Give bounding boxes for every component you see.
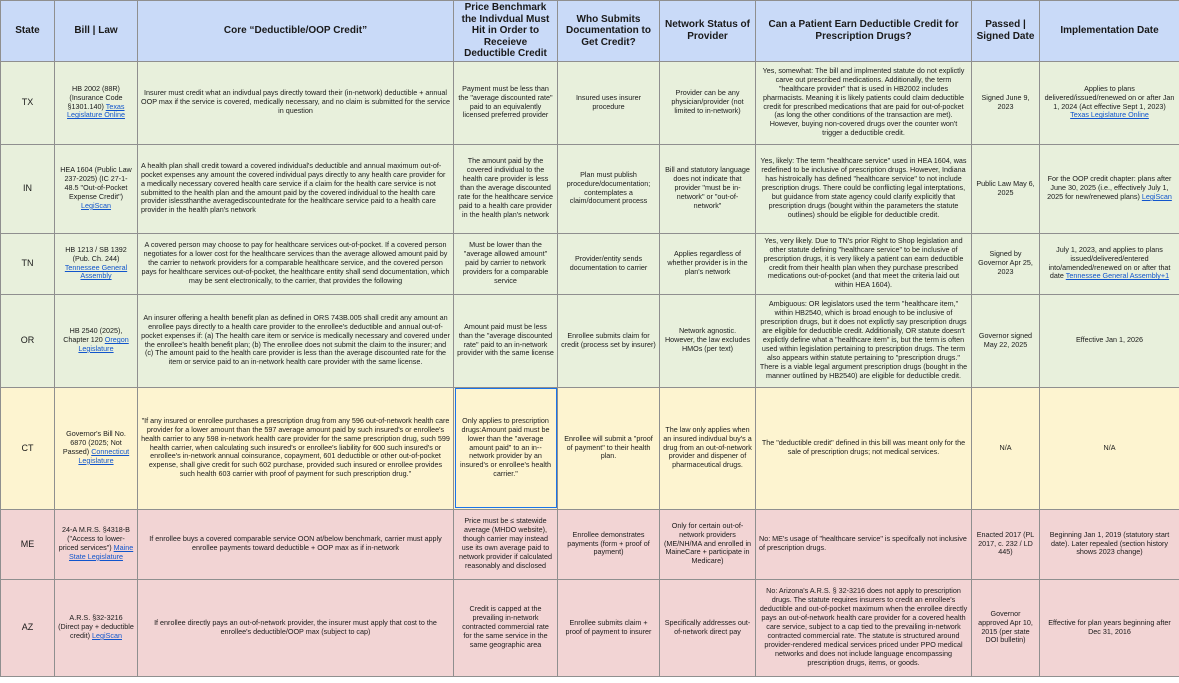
- bill-link[interactable]: Oregon Legislature: [78, 335, 129, 353]
- cell-core[interactable]: "If any insured or enrollee purchases a prescription drug from any 596 out-of-network health care provider for a lower amount than the 597 average amount paid by such insured's or enrollee's health carrier to any 598 in-network health care provider for the same prescription drug, such 599 health carrier, when calculating such insured's or enrollee's liability for 600 such insured's or enrollee's in-network annual coinsurance, copayment, 601 deductible or other out-of-pocket expense, shall give credit for such 602 purchase, provided such insured or enrollee provides such health 603 carrier with proof of payment for such prescription drug.": [138, 387, 454, 509]
- cell-rx[interactable]: Yes, very likely. Due to TN's prior Right to Shop legislation and other statute defining "healthcare service" to be inclusive of prescription drugs, it is very likely a patient can earn deductible credit from their health plan when they purchase prescribed medications out-of-pocket (and that meet the criteria laid out within HEA 1604).: [756, 233, 972, 294]
- header-impl[interactable]: Implementation Date: [1040, 1, 1179, 62]
- cell-impl[interactable]: [1040, 233, 1179, 294]
- cell-price[interactable]: Amount paid must be less than the "average discounted rate" paid to an in-network provider with the same license: [454, 294, 558, 387]
- cell-who[interactable]: Provider/entity sends documentation to carrier: [558, 233, 660, 294]
- cell-impl[interactable]: N/A: [1040, 387, 1179, 509]
- cell-who[interactable]: Enrollee will submit a "proof of payment" to their health plan.: [558, 387, 660, 509]
- cell-state[interactable]: ME: [1, 509, 55, 579]
- cell-bill[interactable]: [55, 509, 138, 579]
- cell-impl[interactable]: Effective Jan 1, 2026: [1040, 294, 1179, 387]
- cell-state[interactable]: AZ: [1, 579, 55, 676]
- cell-passed[interactable]: Governor signed May 22, 2025: [972, 294, 1040, 387]
- cell-network[interactable]: Network agnostic. However, the law excludes HMOs (per text): [660, 294, 756, 387]
- header-row: [1, 1, 1179, 62]
- cell-passed[interactable]: Public Law May 6, 2025: [972, 144, 1040, 233]
- cell-state[interactable]: OR: [1, 294, 55, 387]
- cell-passed[interactable]: N/A: [972, 387, 1040, 509]
- cell-impl[interactable]: Beginning Jan 1, 2019 (statutory start date). Later repealed (section history shows 2023 change): [1040, 509, 1179, 579]
- cell-passed[interactable]: Enacted 2017 (PL 2017, c. 232 / LD 445): [972, 509, 1040, 579]
- header-rx[interactable]: Can a Patient Earn Deductible Credit for Prescription Drugs?: [756, 1, 972, 62]
- bill-text: HB 2002 (88R) (Insurance Code §1301.140): [67, 83, 123, 111]
- cell-core[interactable]: A health plan shall credit toward a covered individual's deductible and annual maximum out-of-pocket expenses any amount the covered individual pays directly to any health care provider for a medically necessary covered health care service if a claim for the health care service is not submitted to the health plan and the amount paid by the covered individual to the health care provider islessthanthe averagediscountedrate for the healthcare service paid to a health care provider in the health plan's network: [138, 144, 454, 233]
- impl-text: For the OOP credit chapter: plans after June 30, 2025 (i.e., effectively July 1, 2025 for new/renewed plans): [1047, 174, 1172, 201]
- table-row-me: [1, 509, 1179, 579]
- cell-price[interactable]: The amount paid by the covered individual to the health care provider is less than the average discounted rate for the healthcare service paid to a health care provider in the health plan's network: [454, 144, 558, 233]
- bill-link[interactable]: LegiScan: [81, 200, 111, 210]
- cell-rx[interactable]: Yes, likely: The term "healthcare service" used in HEA 1604, was redefined to be inclusive of prescription drugs. However, Indiana has histroically has defined "healthcare service" to not include prescription drugs. There could be conflicting legal interptations, but guidance from state agency could clarify explicitly that prescription drugs (bought within the parameters the statute outlines) should be eligible for deductible credit.: [756, 144, 972, 233]
- impl-text: Applies to plans delivered/issued/renewed on or after Jan 1, 2024 (Act effective Sept 1, 2023): [1044, 83, 1175, 111]
- cell-bill[interactable]: [55, 61, 138, 144]
- header-bill[interactable]: Bill | Law: [55, 1, 138, 62]
- cell-who[interactable]: Plan must publish procedure/documentation; contemplates a claim/document process: [558, 144, 660, 233]
- bill-link[interactable]: Texas Legislature Online: [67, 101, 125, 120]
- bill-text: HB 2540 (2025), Chapter 120: [63, 326, 123, 345]
- cell-passed[interactable]: Signed by Governor Apr 25, 2023: [972, 233, 1040, 294]
- impl-link[interactable]: Tennessee General Assembly+1: [1065, 271, 1170, 281]
- header-network[interactable]: Network Status of Provider: [660, 1, 756, 62]
- cell-network[interactable]: Applies regardless of whether provider is in the plan's network: [660, 233, 756, 294]
- cell-core[interactable]: Insurer must credit what an indivdual pays directly toward their (in-network) deductible + annual OOP max if the service is covered, medically necessary, and no claim is submitted for the service in question: [138, 61, 454, 144]
- table-row-tn: [1, 233, 1179, 294]
- cell-price-selected[interactable]: Only applies to prescription drugs:Amount paid must be lower than the "average amount paid" to an in--network provider by an insured's or enrollee's health carrier.": [454, 387, 558, 509]
- cell-rx[interactable]: Yes, somewhat: The bill and implmented statute do not explictly carve out prescribed medications. Additionally, the term "healthcare provider" that is used in HB2002 includes pharmacists. Meaning it is likely patients could claim deductible credit for prescribed medications that are paid for out-of-pocket (as long the other conditions of the transaction are met). However, buying non-covered drugs over the counter won't trigger a deductible credit.: [756, 61, 972, 144]
- cell-passed[interactable]: Governor approved Apr 10, 2015 (per state DOI bulletin): [972, 579, 1040, 676]
- cell-who[interactable]: Enrollee submits claim + proof of payment to insurer: [558, 579, 660, 676]
- cell-rx[interactable]: The "deductible credit" defined in this bill was meant only for the sale of prescription drugs; not medical services.: [756, 387, 972, 509]
- cell-bill[interactable]: [55, 294, 138, 387]
- cell-rx[interactable]: No: ME's usage of "healthcare service" is specifcally not inclusive of prescription drugs.: [756, 509, 972, 579]
- table-row-tx: [1, 61, 1179, 144]
- bill-text: A.R.S. §32-3216 (Direct pay + deductible credit): [58, 613, 134, 640]
- header-passed[interactable]: Passed | Signed Date: [972, 1, 1040, 62]
- cell-core[interactable]: An insurer offering a health benefit plan as defined in ORS 743B.005 shall credit any amount an enrollee pays directly to a health care provider to the enrollee's deductible and annual out-of-pocket expenses if: (a) The health care item or service is medically necessary and covered under the enrollee's health benefit plan; (b) The enrollee does not submit the claim to the insurer; and (c) The amount paid to the health care provider is less than the average discounted rate for the item or service paid to an in-network health care provider with the same license.: [138, 294, 454, 387]
- header-price[interactable]: Price Benchmark the Indivdual Must Hit in Order to Receieve Deductible Credit: [454, 1, 558, 62]
- cell-price[interactable]: Must be lower than the "average allowed amount" paid by carrier to network providers for a comparable service: [454, 233, 558, 294]
- cell-bill[interactable]: [55, 579, 138, 676]
- impl-link[interactable]: LegiScan: [1141, 191, 1172, 201]
- cell-passed[interactable]: Signed June 9, 2023: [972, 61, 1040, 144]
- cell-network[interactable]: Provider can be any physician/provider (not limited to in-network): [660, 61, 756, 144]
- bill-text: HEA 1604 (Public Law 237-2025) (IC 27-1-48.5 "Out-of-Pocket Expense Credit"): [60, 165, 132, 201]
- cell-price[interactable]: Price must be ≤ statewide average (MHDO website), though carrier may instead use its own average paid to network provider if calculated reasonably and disclosed: [454, 509, 558, 579]
- cell-network[interactable]: Specifically addresses out-of-network direct pay: [660, 579, 756, 676]
- header-who[interactable]: Who Submits Documentation to Get Credit?: [558, 1, 660, 62]
- cell-bill[interactable]: [55, 144, 138, 233]
- impl-link[interactable]: Texas Legislature Online: [1070, 110, 1149, 120]
- cell-core[interactable]: A covered person may choose to pay for healthcare services out-of-pocket. If a covered person negotiates for a lower cost for the healthcare services than the average allowed amount paid by the carrier to network providers for a comparable healthcare service, and the covered person pays for healthcare services out-of-pocket, the healthcare entity shall send documentation, which may be sent electronically, to the carrier, that provides the following: [138, 233, 454, 294]
- cell-network[interactable]: Bill and statutory language does not indicate that provider "must be in-network" or "out-of-network": [660, 144, 756, 233]
- cell-impl[interactable]: Effective for plan years beginning after Dec 31, 2016: [1040, 579, 1179, 676]
- table-row-az: [1, 579, 1179, 676]
- cell-impl[interactable]: [1040, 144, 1179, 233]
- cell-who[interactable]: Enrollee submits claim for credit (process set by insurer): [558, 294, 660, 387]
- cell-network[interactable]: The law only applies when an insured indivdual buy's a drug from an out-of-network provider and dispener of pharmaceutical drugs.: [660, 387, 756, 509]
- bill-link[interactable]: Tennessee General Assembly: [64, 262, 128, 281]
- bill-link[interactable]: Maine State Legislature: [69, 543, 134, 561]
- cell-rx[interactable]: No: Arizona's A.R.S. § 32-3216 does not apply to prescription drugs. The statute requires insurers to credit an enrollee's deductible and out-of-pocket maximum when the enrollee directly pays an out-of-network health care provider for a covered health care service, subject to a cap tied to the prevailing in-network contracted commercial rate. The statute is structured around provider-rendered medical services priced under PPO medical networks and does not include language encompassing prescription drugs, items, or goods.: [756, 579, 972, 676]
- bill-link[interactable]: Connecticut Legislature: [78, 447, 130, 465]
- bill-text: Governor's Bill No. 6870 (2025; Not Passed): [62, 429, 126, 456]
- cell-state[interactable]: IN: [1, 144, 55, 233]
- table-row-or: [1, 294, 1179, 387]
- cell-network[interactable]: Only for certain out-of-network providers (ME/NH/MA and enrolled in MaineCare + participate in Medicare): [660, 509, 756, 579]
- cell-bill[interactable]: [55, 387, 138, 509]
- cell-core[interactable]: If enrollee buys a covered comparable service OON at/below benchmark, carrier must apply enrollee payments toward deductible + OOP max as if in-network: [138, 509, 454, 579]
- table-row-ct: [1, 387, 1179, 509]
- header-state[interactable]: State: [1, 1, 55, 62]
- header-core[interactable]: Core “Deductible/OOP Credit”: [138, 1, 454, 62]
- bill-link[interactable]: LegiScan: [92, 630, 122, 640]
- impl-text: July 1, 2023, and applies to plans issued/delivered/entered into/amended/renewed on or after that date: [1048, 244, 1171, 281]
- bill-text: HB 1213 / SB 1392 (Pub. Ch. 244): [65, 244, 127, 263]
- cell-price[interactable]: Credit is capped at the prevailing in-network contracted commercial rate for the same service in the same geographic area: [454, 579, 558, 676]
- cell-core[interactable]: If enrollee directly pays an out-of-network provider, the insurer must apply that cost to the enrollee's deductible/OOP max (subject to cap): [138, 579, 454, 676]
- cell-rx[interactable]: Ambiguous: OR legislators used the term "healthcare item," within HB2540, which is broad enough to be inclusive of prescription drugs, but it does not explictly say prescription drugs are eligible for deductible credit. Additionally, OR statute doesn't explictly define what a "healthcare item" is, but the term is often used within legislation pertaining to prescription drugs. The term also appears within statute pertaining to "prescription drugs." There is a viable legal argument prescription drugs (bought in the manner outlined by HB2540) are eligible for deductible credit.: [756, 294, 972, 387]
- table-row-in: [1, 144, 1179, 233]
- cell-who[interactable]: Insured uses insurer procedure: [558, 61, 660, 144]
- cell-state[interactable]: CT: [1, 387, 55, 509]
- cell-bill[interactable]: [55, 233, 138, 294]
- cell-state[interactable]: TN: [1, 233, 55, 294]
- cell-state[interactable]: TX: [1, 61, 55, 144]
- cell-price[interactable]: Payment must be less than the "average discounted rate" paid to an equivalently licensed preferred provider: [454, 61, 558, 144]
- bill-text: 24-A M.R.S. §4318-B ("Access to lower-priced services"): [58, 525, 130, 552]
- cell-impl[interactable]: [1040, 61, 1179, 144]
- cell-who[interactable]: Enrollee demonstrates payments (form + proof of payment): [558, 509, 660, 579]
